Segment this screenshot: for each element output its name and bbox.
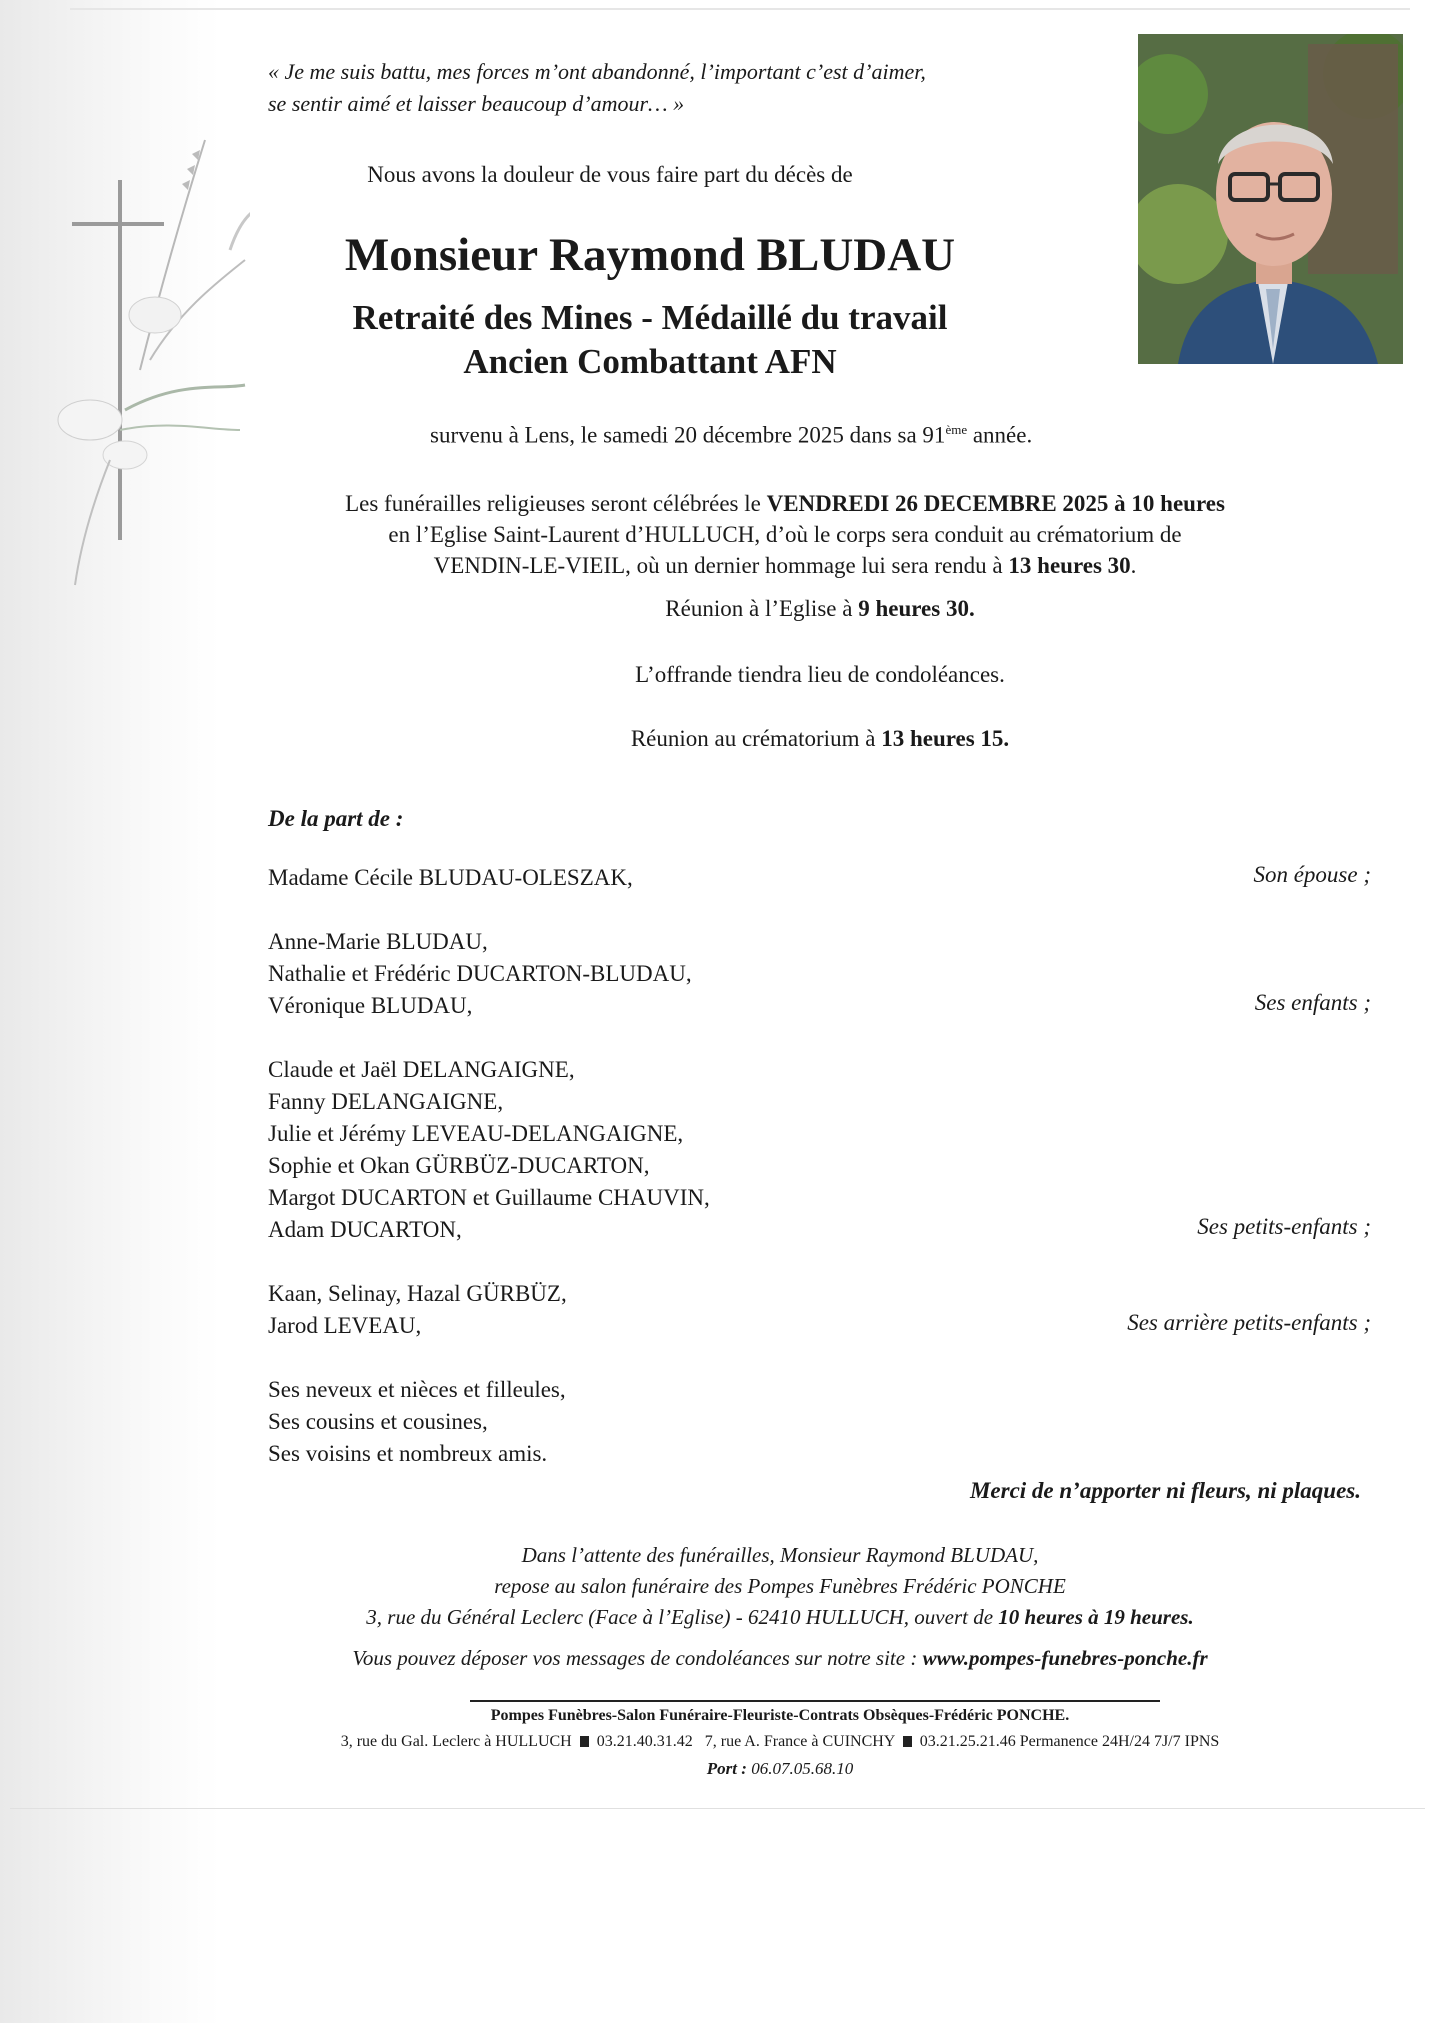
family-name: Fanny DELANGAIGNE, (268, 1089, 504, 1114)
top-edge-line (70, 8, 1410, 10)
family-name: Kaan, Selinay, Hazal GÜRBÜZ, (268, 1281, 567, 1306)
funeral-line-1 (230, 488, 1340, 519)
family-name: Margot DUCARTON et Guillaume CHAUVIN, (268, 1185, 710, 1210)
footer-port-number: 06.07.05.68.10 (751, 1759, 854, 1778)
death-details (430, 422, 1230, 449)
family-role-spouse: Son épouse ; (1253, 862, 1371, 887)
family-name: Ses neveux et nièces et filleules, (268, 1377, 566, 1402)
salon-line-1: Dans l’attente des funérailles, Monsieur Raymond BLUDAU, (521, 1543, 1039, 1567)
family-name: Nathalie et Frédéric DUCARTON-BLUDAU, (268, 961, 692, 986)
no-flowers-note: Merci de n’apporter ni fleurs, ni plaques. (969, 1478, 1361, 1503)
phone-icon (580, 1736, 589, 1747)
deceased-name: Monsieur Raymond BLUDAU (344, 229, 956, 281)
deceased-titles (230, 296, 1070, 384)
family-group-children (268, 926, 692, 1022)
salon-hours: 10 heures à 19 heures. (998, 1605, 1194, 1629)
ordinal-suffix: ème (945, 422, 968, 437)
footer-phone-hulluch: 03.21.40.31.42 (596, 1733, 693, 1750)
family-name: Adam DUCARTON, (268, 1217, 462, 1242)
salon-line-2: repose au salon funéraire des Pompes Funèbres Frédéric PONCHE (494, 1574, 1066, 1598)
family-role-grandchildren: Ses petits-enfants ; (1197, 1214, 1371, 1239)
quote-line-2: se sentir aimé et laisser beaucoup d’amour… » (268, 91, 685, 116)
reunion-crema-time: 13 heures 15. (881, 726, 1010, 751)
reunion-crematorium (430, 726, 1210, 752)
site-text: Vous pouvez déposer vos messages de condoléances sur notre site : (352, 1646, 923, 1670)
offrande-note: L’offrande tiendra lieu de condoléances. (635, 662, 1005, 687)
family-name: Madame Cécile BLUDAU-OLESZAK, (268, 865, 633, 890)
footer-port-label: Port : (706, 1759, 747, 1778)
family-group-others (268, 1374, 566, 1470)
reunion-crema-text: Réunion au crématorium à (630, 726, 882, 751)
family-group-grandchildren (268, 1054, 710, 1246)
salon-info (230, 1540, 1330, 1633)
funeral-line-1-text: Les funérailles religieuses seront célébrées le (345, 491, 767, 516)
family-name: Ses voisins et nombreux amis. (268, 1441, 548, 1466)
quote-line-1: « Je me suis battu, mes forces m’ont abandonné, l’important c’est d’aimer, (268, 59, 926, 84)
family-name: Anne-Marie BLUDAU, (268, 929, 488, 954)
footer-permanence: Permanence 24H/24 7J/7 IPNS (1019, 1733, 1220, 1750)
funeral-line-3-end: . (1130, 553, 1137, 578)
cross-lily-decoration-icon (30, 130, 250, 590)
hommage-time: 13 heures 30 (1008, 553, 1131, 578)
family-name: Véronique BLUDAU, (268, 993, 473, 1018)
family-name: Julie et Jérémy LEVEAU-DELANGAIGNE, (268, 1121, 684, 1146)
family-heading: De la part de : (268, 806, 404, 831)
funeral-details (230, 488, 1340, 581)
footer-divider (470, 1700, 1160, 1702)
site-link[interactable]: www.pompes-funebres-ponche.fr (922, 1646, 1208, 1670)
phone-icon (903, 1736, 912, 1747)
footer-address-cuinchy: 7, rue A. France à CUINCHY (704, 1733, 895, 1750)
funeral-line-2: en l’Eglise Saint-Laurent d’HULLUCH, d’où le corps sera conduit au crématorium de (388, 522, 1182, 547)
portrait-photo (1138, 34, 1403, 364)
family-name: Sophie et Okan GÜRBÜZ-DUCARTON, (268, 1153, 650, 1178)
family-role-children: Ses enfants ; (1254, 990, 1371, 1015)
family-group-great-grandchildren (268, 1278, 567, 1342)
footer-company: Pompes Funèbres-Salon Funéraire-Fleuriste-Contrats Obsèques-Frédéric PONCHE. (490, 1707, 1070, 1724)
funeral-date: VENDREDI 26 DECEMBRE 2025 à 10 heures (766, 491, 1225, 516)
condolences-site (230, 1646, 1330, 1671)
salon-address: 3, rue du Général Leclerc (Face à l’Eglise) - 62410 HULLUCH, ouvert de (366, 1605, 999, 1629)
reunion-eglise (430, 596, 1210, 622)
footer-address-hulluch: 3, rue du Gal. Leclerc à HULLUCH (340, 1733, 572, 1750)
subtitle-afn: Ancien Combattant AFN (463, 342, 837, 381)
announcement-intro: Nous avons la douleur de vous faire part du décès de (367, 162, 853, 187)
family-group-spouse (268, 862, 633, 894)
reunion-eglise-text: Réunion à l’Eglise à (665, 596, 859, 621)
family-name: Ses cousins et cousines, (268, 1409, 488, 1434)
epitaph-quote (268, 56, 926, 120)
funeral-line-3 (230, 550, 1340, 581)
subtitle-mines: Retraité des Mines - Médaillé du travail (352, 298, 948, 337)
reunion-eglise-time: 9 heures 30. (858, 596, 975, 621)
funeral-line-3-text: VENDIN-LE-VIEIL, où un dernier hommage lui sera rendu à (433, 553, 1009, 578)
death-details-end: année. (967, 422, 1033, 448)
footer-contacts (230, 1733, 1330, 1751)
death-details-text: survenu à Lens, le samedi 20 décembre 2025 dans sa 91 (430, 422, 946, 448)
footer-mobile (230, 1759, 1330, 1779)
family-name: Claude et Jaël DELANGAIGNE, (268, 1057, 575, 1082)
salon-line-3 (230, 1602, 1330, 1633)
family-name: Jarod LEVEAU, (268, 1313, 422, 1338)
bottom-edge-line (10, 1808, 1425, 1809)
family-role-great-grandchildren: Ses arrière petits-enfants ; (1127, 1310, 1371, 1335)
footer-phone-cuinchy: 03.21.25.21.46 (919, 1733, 1016, 1750)
